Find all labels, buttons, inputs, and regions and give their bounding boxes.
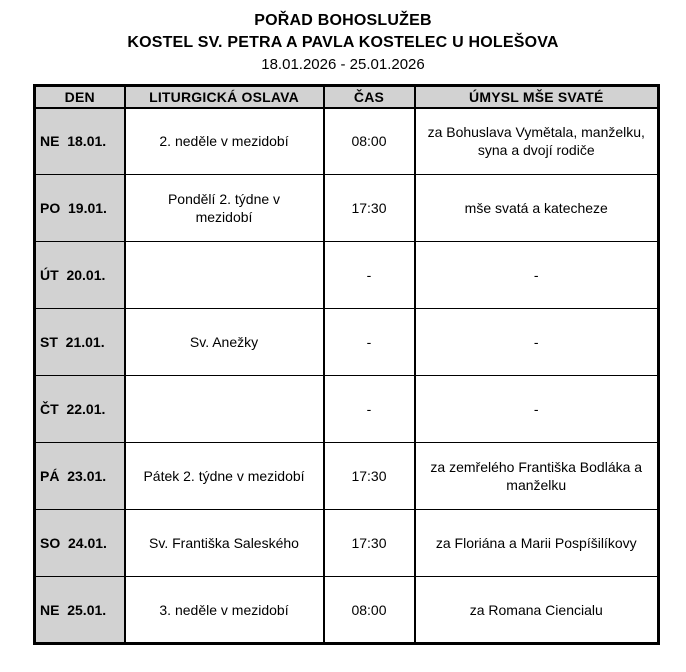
celebration-cell: Pondělí 2. týdne v mezidobí — [125, 175, 324, 242]
table-header-row — [35, 86, 659, 108]
column-header-umysl: ÚMYSL MŠE SVATÉ — [415, 86, 659, 108]
celebration-cell: Pátek 2. týdne v mezidobí — [125, 443, 324, 510]
intention-cell: za Bohuslava Vymětala, manželku, syna a dvojí rodiče — [415, 108, 659, 175]
celebration-cell: Sv. Františka Saleského — [125, 510, 324, 577]
column-header-oslava: LITURGICKÁ OSLAVA — [125, 86, 324, 108]
time-cell: - — [324, 376, 415, 443]
day-cell: NE 18.01. — [35, 108, 125, 175]
page-subtitle: KOSTEL SV. PETRA A PAVLA KOSTELEC U HOLEŠOVA — [127, 34, 559, 51]
intention-cell: za zemřelého Františka Bodláka a manželku — [415, 443, 659, 510]
celebration-cell — [125, 242, 324, 309]
intention-cell: - — [415, 376, 659, 443]
table-row — [35, 577, 659, 644]
column-header-cas: ČAS — [324, 86, 415, 108]
mass-schedule-table — [33, 84, 660, 645]
intention-cell: - — [415, 242, 659, 309]
intention-cell: - — [415, 309, 659, 376]
celebration-cell: 2. neděle v mezidobí — [125, 108, 324, 175]
day-cell: ČT 22.01. — [35, 376, 125, 443]
day-cell: ÚT 20.01. — [35, 242, 125, 309]
table-row — [35, 443, 659, 510]
table-row — [35, 242, 659, 309]
date-range: 18.01.2026 - 25.01.2026 — [261, 56, 425, 73]
time-cell: - — [324, 309, 415, 376]
celebration-cell: 3. neděle v mezidobí — [125, 577, 324, 644]
intention-cell: za Floriána a Marii Pospíšilíkovy — [415, 510, 659, 577]
table-row — [35, 376, 659, 443]
celebration-cell: Sv. Anežky — [125, 309, 324, 376]
document-header — [0, 0, 686, 76]
day-cell: PO 19.01. — [35, 175, 125, 242]
day-cell: ST 21.01. — [35, 309, 125, 376]
day-cell: SO 24.01. — [35, 510, 125, 577]
intention-cell: za Romana Ciencialu — [415, 577, 659, 644]
celebration-cell — [125, 376, 324, 443]
schedule-body — [35, 108, 659, 644]
time-cell: 08:00 — [324, 577, 415, 644]
table-row — [35, 108, 659, 175]
time-cell: 17:30 — [324, 443, 415, 510]
column-header-den: DEN — [35, 86, 125, 108]
time-cell: - — [324, 242, 415, 309]
day-cell: PÁ 23.01. — [35, 443, 125, 510]
day-cell: NE 25.01. — [35, 577, 125, 644]
time-cell: 17:30 — [324, 175, 415, 242]
page-title: POŘAD BOHOSLUŽEB — [254, 12, 432, 29]
table-row — [35, 175, 659, 242]
table-row — [35, 309, 659, 376]
time-cell: 08:00 — [324, 108, 415, 175]
table-row — [35, 510, 659, 577]
intention-cell: mše svatá a katecheze — [415, 175, 659, 242]
time-cell: 17:30 — [324, 510, 415, 577]
